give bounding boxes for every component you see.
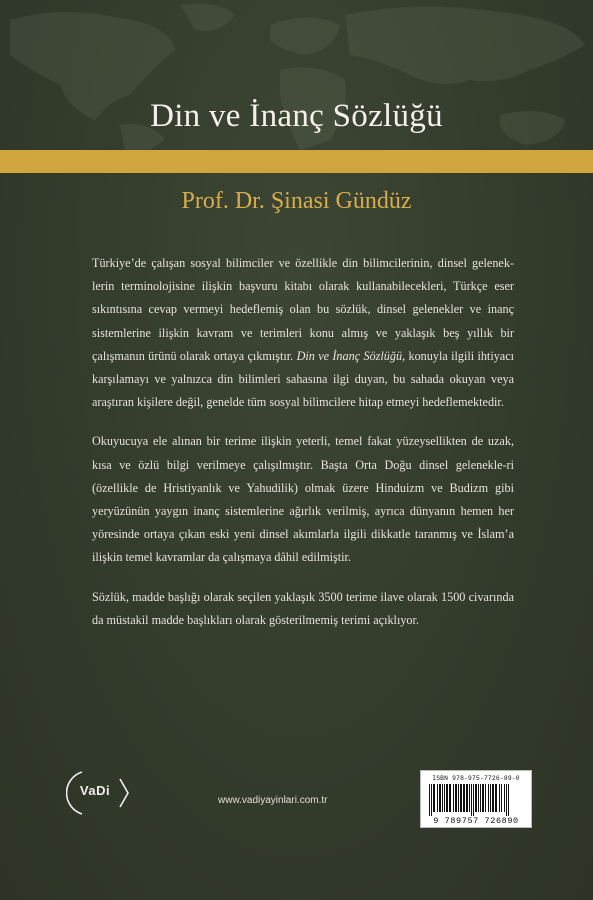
isbn-label: ISBN 978-975-7726-89-0 <box>432 775 520 782</box>
paragraph-1-part-1: Türkiye’de çalışan sosyal bilimciler ve özellikle din bilimcilerinin, dinsel gelenek-lerin terminolojisine ilişkin başvuru kitabı olarak kullanabilecekleri, Türkçe eser sıkıntısına cevap vermeyi hedeflemiş olan bu sözlük, dinsel gelenekler ve inanç sistemlerine ilişkin kavram ve terimleri konu almış ve yaklaşık beş yıllık bir çalışmanın ürünü olarak ortaya çıkmıştır. <box>92 256 514 363</box>
paragraph-1 <box>92 252 514 414</box>
barcode-bar <box>475 784 477 812</box>
greenland-shape <box>180 4 235 31</box>
paragraph-2: Okuyucuya ele alınan bir terime ilişkin yeterli, temel fakat yüzeysellikten de uzak, kısa ve özlü bilgi verilmeye çalışılmıştır. Başta Orta Doğu dinsel gelenekle-ri (özellikle de Hristiyanlık ve Yahudilik) olmak üzere Hinduizm ve Budizm gibi yeryüzünün yaygın inanç sistemlerine ağırlık verilmiş, ayrıca dünyanın hemen her yöresinde ortaya çıkan eski yeni dinsel akımlarla ilgili dikkatle taranmış ve İslam’a ilişkin temel kavramlar da çalışmaya dâhil edilmiştir. <box>92 434 514 565</box>
barcode-bar <box>463 784 465 812</box>
description-text <box>92 252 514 648</box>
barcode-bar <box>460 784 462 812</box>
paragraph-3: Sözlük, madde başlığı olarak seçilen yaklaşık 3500 terime ilave olarak 1500 civarında da müstakil madde başlıkları olarak gösterilmemiş terimi açıklıyor. <box>92 589 514 627</box>
barcode-bar <box>437 784 438 812</box>
barcode-bar <box>444 784 445 812</box>
barcode-bar <box>490 784 491 812</box>
paragraph-1-part-2: , konuyla ilgili ihtiyacı karşılamayı ve yalnızca din bilimleri sahasına ilgi duyan, bu sahada okuyan veya araştıran kişilere değil, genelde tüm sosyal bilimcilere hitap etmeyi hedeflemektedir. <box>92 348 515 410</box>
barcode-bar <box>449 784 451 812</box>
barcode-bar <box>442 784 443 812</box>
gold-band <box>0 150 593 173</box>
barcode-bar <box>469 784 470 812</box>
barcode-bar <box>439 784 441 812</box>
barcode-digits: 9 789757 726890 <box>433 816 519 826</box>
paragraph-1-book-title: Din ve İnanç Sözlüğü <box>296 348 403 363</box>
barcode-bar <box>455 784 457 812</box>
barcode-bar <box>504 784 505 812</box>
europe-shape <box>270 18 340 56</box>
barcode-bar <box>485 784 486 812</box>
barcode-bar <box>453 784 454 812</box>
barcode-bar <box>488 784 489 812</box>
logo-text: VaDi <box>79 783 111 798</box>
publisher-website: www.vadiyayinlari.com.tr <box>218 795 328 806</box>
barcode-bar <box>506 784 507 816</box>
barcode-bar <box>433 784 435 812</box>
author-name: Prof. Dr. Şinasi Gündüz <box>181 188 412 214</box>
barcode-bar <box>458 784 459 812</box>
barcode-bar <box>501 784 502 812</box>
barcode-bar <box>480 784 481 812</box>
barcode-bar <box>478 784 479 812</box>
barcode-bar <box>466 784 468 812</box>
asia-shape <box>345 7 585 84</box>
publisher-logo <box>66 769 134 817</box>
barcode-bar <box>492 784 494 812</box>
barcode-bar <box>429 784 430 816</box>
book-title: Din ve İnanç Sözlüğü <box>150 98 443 134</box>
isbn-barcode <box>420 770 532 828</box>
barcode-bar <box>471 784 472 816</box>
barcode-bar <box>473 784 474 816</box>
barcode-bar <box>482 784 484 812</box>
barcode-bars <box>427 784 525 816</box>
barcode-bar <box>508 784 509 816</box>
barcode-bar <box>499 784 500 812</box>
barcode-bar <box>431 784 432 816</box>
barcode-bar <box>446 784 448 812</box>
barcode-bar <box>495 784 497 812</box>
